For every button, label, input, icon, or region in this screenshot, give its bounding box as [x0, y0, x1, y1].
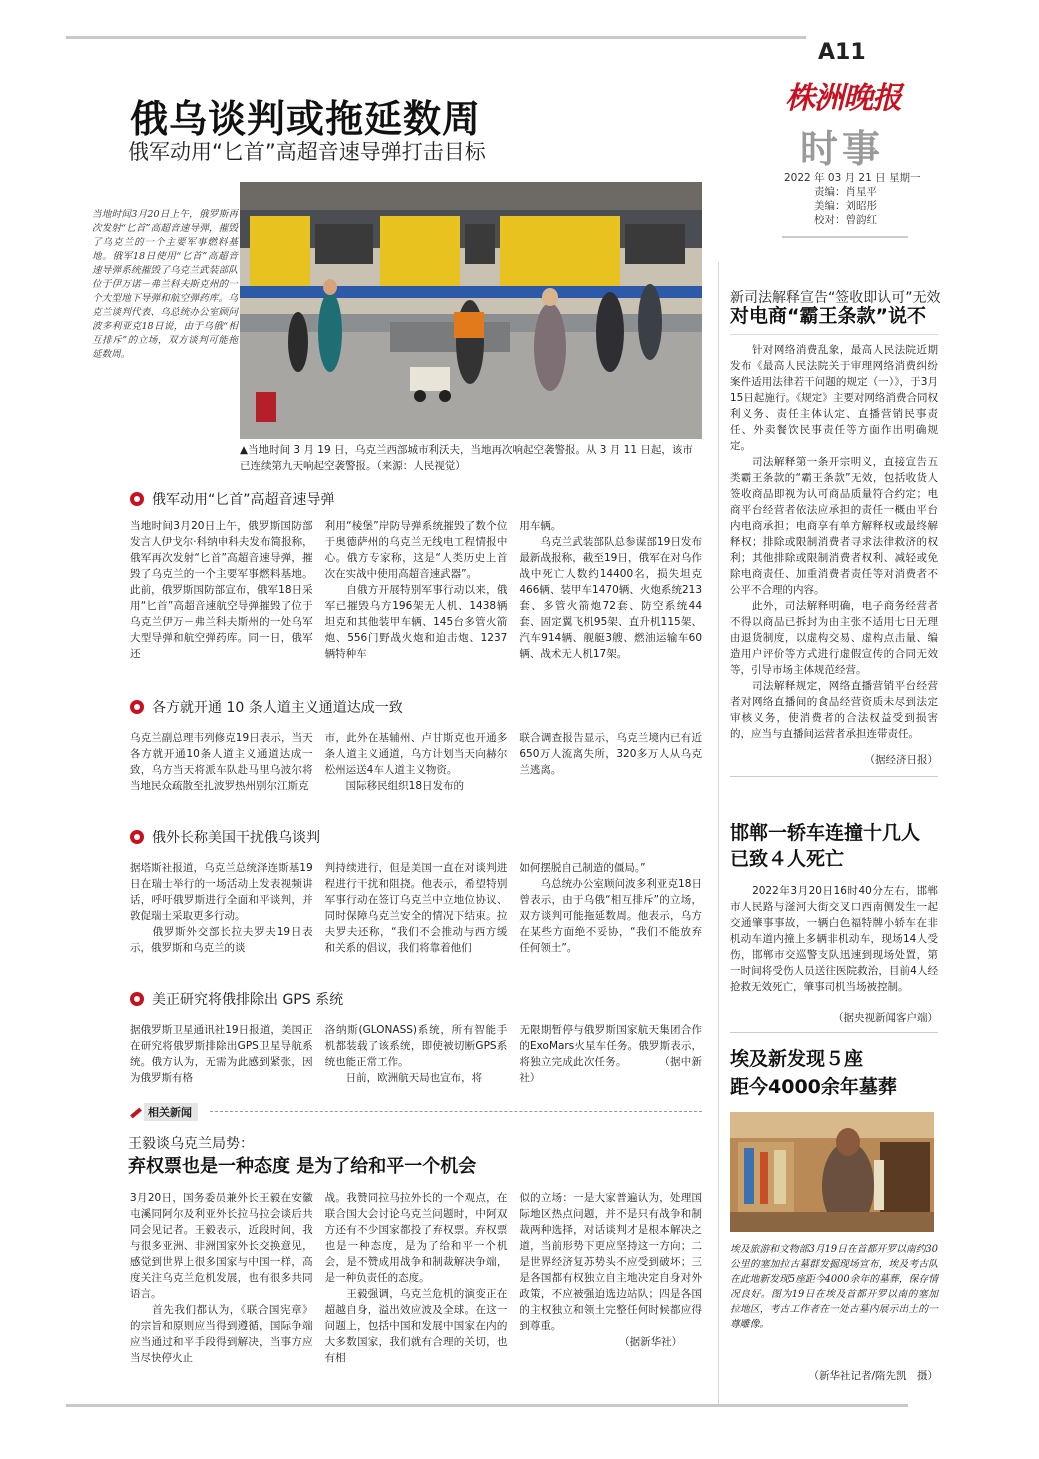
pen-icon	[128, 1105, 142, 1119]
section-4-body	[130, 1022, 702, 1092]
column: 用车辆。 乌克兰武装部队总参谋部19日发布最新战报称，截至19日，俄军在对乌作战中死亡人数约14400名，损失坦克466辆、装甲车1470辆、火炮系统213套、多管火箭炮72套、防空系统44套、固定翼飞机95架、直升机115架、汽车914辆、舰艇3艘、燃油运输车60辆、战术无人机17架。	[519, 520, 703, 660]
tomb-photo	[730, 1112, 934, 1232]
section-heading-4-label: 美正研究将俄排除出 GPS 系统	[152, 992, 344, 1008]
column: 联合调查报告显示，乌克兰境内已有近650万人流离失所，320多万人从乌克兰逃离。	[519, 732, 703, 776]
section-heading-2	[130, 697, 403, 717]
column: 无限期暂停与俄罗斯国家航天集团合作的ExoMars火星车任务。俄罗斯表示，将独立完成此次任务。 （据中新社）	[519, 1024, 703, 1084]
newspaper-logo: 株洲晚报	[785, 81, 901, 116]
page-number: A11	[818, 40, 866, 65]
sidebar-story3-title-2: 距今4000余年墓葬	[730, 1076, 897, 1098]
photo-caption: ▲当地时间 3 月 19 日，乌克兰西部城市利沃夫，当地再次响起空袭警报。从 3 月 11 日起，该市已连续第九天响起空袭警报。（来源：人民视觉）	[240, 444, 693, 472]
sidebar-divider-2	[730, 1032, 938, 1033]
sidebar-story1-title: 对电商“霸王条款”说不	[730, 305, 926, 327]
column: 市，此外在基辅州、卢甘斯克也开通多条人道主义通道，乌方计划当天向赫尔松州运送4车人道主义物资。 国际移民组织18日发布的	[324, 732, 508, 792]
column: 战。我赞同拉马拉外长的一个观点，在联合国大会讨论乌克兰问题时，中阿双方还有不少国家都投了弃权票。弃权票也是一种态度，是为了给和平一个机会，是不赞成用战争和制裁解决争端，是一种负责任的态度。 王毅强调，乌克兰危机的演变正在超越自身，溢出效应波及全球。在这一问题上，包括中国和发展中国家在内的大多数国家，我们就有合理的关切，也有相	[324, 1192, 508, 1364]
section-heading-2-label: 各方就开通 10 条人道主义通道达成一致	[152, 700, 403, 716]
sidebar-story3-title-1: 埃及新发现５座	[730, 1048, 864, 1070]
column: 如何摆脱自己制造的僵局。” 乌总统办公室顾问波多利亚克18日曾表示，由于乌俄“相互排斥”的立场，双方谈判可能拖延数周。他表示，乌方在某些方面绝不妥协，“我们不能放弃任何领土”。	[519, 862, 703, 954]
designer: 美编：刘昭彤	[814, 200, 877, 212]
bullet-icon	[130, 830, 144, 844]
section-1-body	[130, 518, 702, 686]
lead-paragraph: 当地时间3月20日上午，俄罗斯再次发射“匕首”高超音速导弹，摧毁了乌克兰的一个主要军事燃料基地。俄军18日使用“匕首”高超音速导弹系统摧毁了乌克兰武装部队位于伊万诺－弗兰科夫斯克州的一个大型地下导弹和航空弹药库。乌克兰谈判代表、乌总统办公室顾问波多利亚克18日说，由于乌俄“相互排斥”的立场，双方谈判可能拖延数周。	[92, 209, 238, 360]
column: 据俄罗斯卫星通讯社19日报道，美国正在研究将俄罗斯排除出GPS卫星导航系统。俄方认为，无需为此感到紧张，因为俄罗斯有格	[130, 1024, 313, 1084]
column: 似的立场：一是大家普遍认为，处理国际地区热点问题，并不是只有战争和制裁两种选择，对话谈判才是根本解决之道，当前形势下更应坚持这一方向；二是世界经济复苏势头不应受到破坏；三是各国都有权独立自主地决定自身对外政策，不应被强迫选边站队；四是各国的主权独立和领土完整任何时候都应得到尊重。 （据新华社）	[519, 1192, 703, 1348]
column: 据塔斯社报道，乌克兰总统泽连斯基19日在瑞士举行的一场活动上发表视频讲话，呼吁俄罗斯进行全面和平谈判，并敦促瑞士采取更多行动。 俄罗斯外交部长拉夫罗夫19日表示，俄罗斯和乌克兰的谈	[130, 862, 313, 954]
column: 洛纳斯(GLONASS)系统，所有智能手机都装载了该系统，即使被切断GPS系统也能正常工作。 日前，欧洲航天局也宣布，将	[324, 1024, 508, 1084]
column: 利用“棱堡”岸防导弹系统摧毁了数个位于奥德萨州的乌克兰无线电工程情报中心。俄方专家称，这是“人类历史上首次在实战中使用高超音速武器”。 自俄方开展特别军事行动以来，俄军已摧毁乌方196架无人机、1438辆坦克和其他装甲车辆、145台多管火箭炮、556门野战火炮和迫击炮、1237辆特种车	[324, 520, 508, 660]
column: 乌克兰副总理韦列修克19日表示，当天各方就开通10条人道主义通道达成一致，乌方当天将派车队赴马里乌波尔将当地民众疏散至扎波罗热州别尔江斯克	[130, 732, 313, 792]
related-news-label: 相关新闻	[144, 1103, 198, 1121]
tomb-photo-caption: 埃及旅游和文物部3月19日在首都开罗以南约30公里的塞加拉古墓群发掘现场宣布，埃及考古队在此地新发现5座距今4000余年的墓葬，保存情况良好。图为19日在埃及首都开罗以南的塞加拉地区，考古工作者在一处古墓内展示出土的一尊雕像。	[730, 1244, 938, 1330]
sidebar-story2-title-2: 已致４人死亡	[730, 848, 845, 870]
related-body	[130, 1190, 702, 1390]
column: 当地时间3月20日上午，俄罗斯国防部发言人伊戈尔·科纳申科夫发布简报称，俄军再次发射“匕首”高超音速导弹，摧毁了乌克兰的一个主要军事燃料基地。此前，俄罗斯国防部宣布，俄军18日采用“匕首”高超音速航空导弹摧毁了位于乌克兰伊万－弗兰科夫斯州的一处乌军大型导弹和航空弹药库。同一日，俄军还	[130, 520, 313, 660]
sidebar-divider-1	[730, 776, 938, 777]
related-title: 弃权票也是一种态度 是为了给和平一个机会	[128, 1156, 477, 1177]
meta-rule	[782, 236, 908, 238]
bullet-icon	[130, 492, 144, 506]
section-3-body	[130, 860, 702, 978]
top-rule	[66, 36, 806, 39]
main-headline: 俄乌谈判或拖延数周	[130, 97, 482, 141]
section-title: 时事	[800, 126, 885, 171]
column: 3月20日，国务委员兼外长王毅在安徽屯溪同阿尔及利亚外长拉马拉会谈后共同会见记者。王毅表示，近段时间，我与很多亚洲、非洲国家外长交换意见，感觉到世界上很多国家与中国一样，高度关注乌克兰危机发展，也有很多共同语言。 首先我们都认为，《联合国宪章》的宗旨和原则应当得到遵循，国际争端应当通过和平手段得到解决，当事方应当尽快停火止	[130, 1192, 313, 1364]
column: 判持续进行，但是美国一直在对谈判进程进行干扰和阻挠。他表示，希望特别军事行动在签订乌克兰中立地位协议、同时保障乌克兰安全的情况下结束。拉夫罗夫还称，“我们不会推动与西方缓和关系的倡议，我们将靠着他们	[324, 862, 508, 954]
sidebar-title-rule	[730, 334, 938, 335]
sidebar-story2-body: 2022年3月20日16时40分左右，邯郸市人民路与滏河大街交叉口西南侧发生一起交通肇事事故，一辆白色福特牌小轿车在非机动车道内撞上多辆非机动车，现场14人受伤，邯郸市交巡警支队迅速到现场处置，第一时间将受伤人员送往医院救治，目前4人经抢救无效死亡，肇事司机当场被控制。	[730, 885, 938, 993]
tomb-photo-credit: （新华社记者/隋先凯 摄）	[808, 1370, 938, 1382]
section-heading-4	[130, 989, 343, 1009]
sidebar-story1-source: （据经济日报）	[864, 754, 938, 766]
bottom-rule	[66, 1404, 908, 1407]
bullet-icon	[130, 700, 144, 714]
main-subhead: 俄军动用“匕首”高超音速导弹打击目标	[128, 140, 486, 164]
related-news-tag	[128, 1103, 198, 1121]
section-heading-3	[130, 827, 320, 847]
issue-date: 2022 年 03 月 21 日 星期一	[784, 172, 921, 184]
sidebar-story2-source: （据央视新闻客户端）	[833, 1012, 938, 1024]
proofreader: 校对：曾韵红	[814, 214, 877, 226]
section-heading-3-label: 俄外长称美国干扰俄乌谈判	[152, 830, 320, 846]
section-2-body	[130, 730, 702, 812]
bullet-icon	[130, 992, 144, 1006]
sidebar-story1-body: 针对网络消费乱象，最高人民法院近期发布《最高人民法院关于审理网络消费纠纷案件适用法律若干问题的规定（一）》，于3月15日起施行。《规定》主要对网络消费合同权利义务、责任主体认定、直播营销民事责任、外卖餐饮民事责任等方面作出明确规定。 司法解释第一条开宗明义，直接宣告五类霸王条款的“霸王条款”无效，包括收货人签收商品即视为认可商品质量符合约定；电商平台经营者依法应承担的责任一概由平台内电商承担；电商享有单方解释权或最终解释权；排除或限制消费者寻求法律救济的权利；其他排除或限制消费者权利、减轻或免除电商责任、加重消费者责任等对消费者不公平不合理的内容。 此外，司法解释明确，电子商务经营者不得以商品已拆封为由主张不适用七日无理由退货制度，以虚构交易、虚构点击量、编造用户评价等方式进行虚假宣传的合同无效等，引导市场主体规范经营。 司法解释规定，网络直播营销平台经营者对网络直播间的食品经营资质未尽到法定审核义务，使消费者的合法权益受到损害的，应当与直播间运营者承担连带责任。	[730, 344, 938, 740]
sidebar-story2-title-1: 邯郸一轿车连撞十几人	[730, 822, 921, 844]
editor: 责编：肖星平	[814, 186, 877, 198]
section-heading-1-label: 俄军动用“匕首”高超音速导弹	[152, 492, 335, 508]
section-heading-1	[130, 489, 335, 509]
related-rule	[210, 1111, 702, 1113]
page-meta	[784, 171, 920, 227]
news-photo	[240, 182, 702, 439]
sidebar-story1-kicker: 新司法解释宣告“签收即认可”无效	[730, 290, 941, 306]
column-divider	[718, 262, 719, 1404]
related-kicker: 王毅谈乌克兰局势：	[128, 1136, 254, 1152]
